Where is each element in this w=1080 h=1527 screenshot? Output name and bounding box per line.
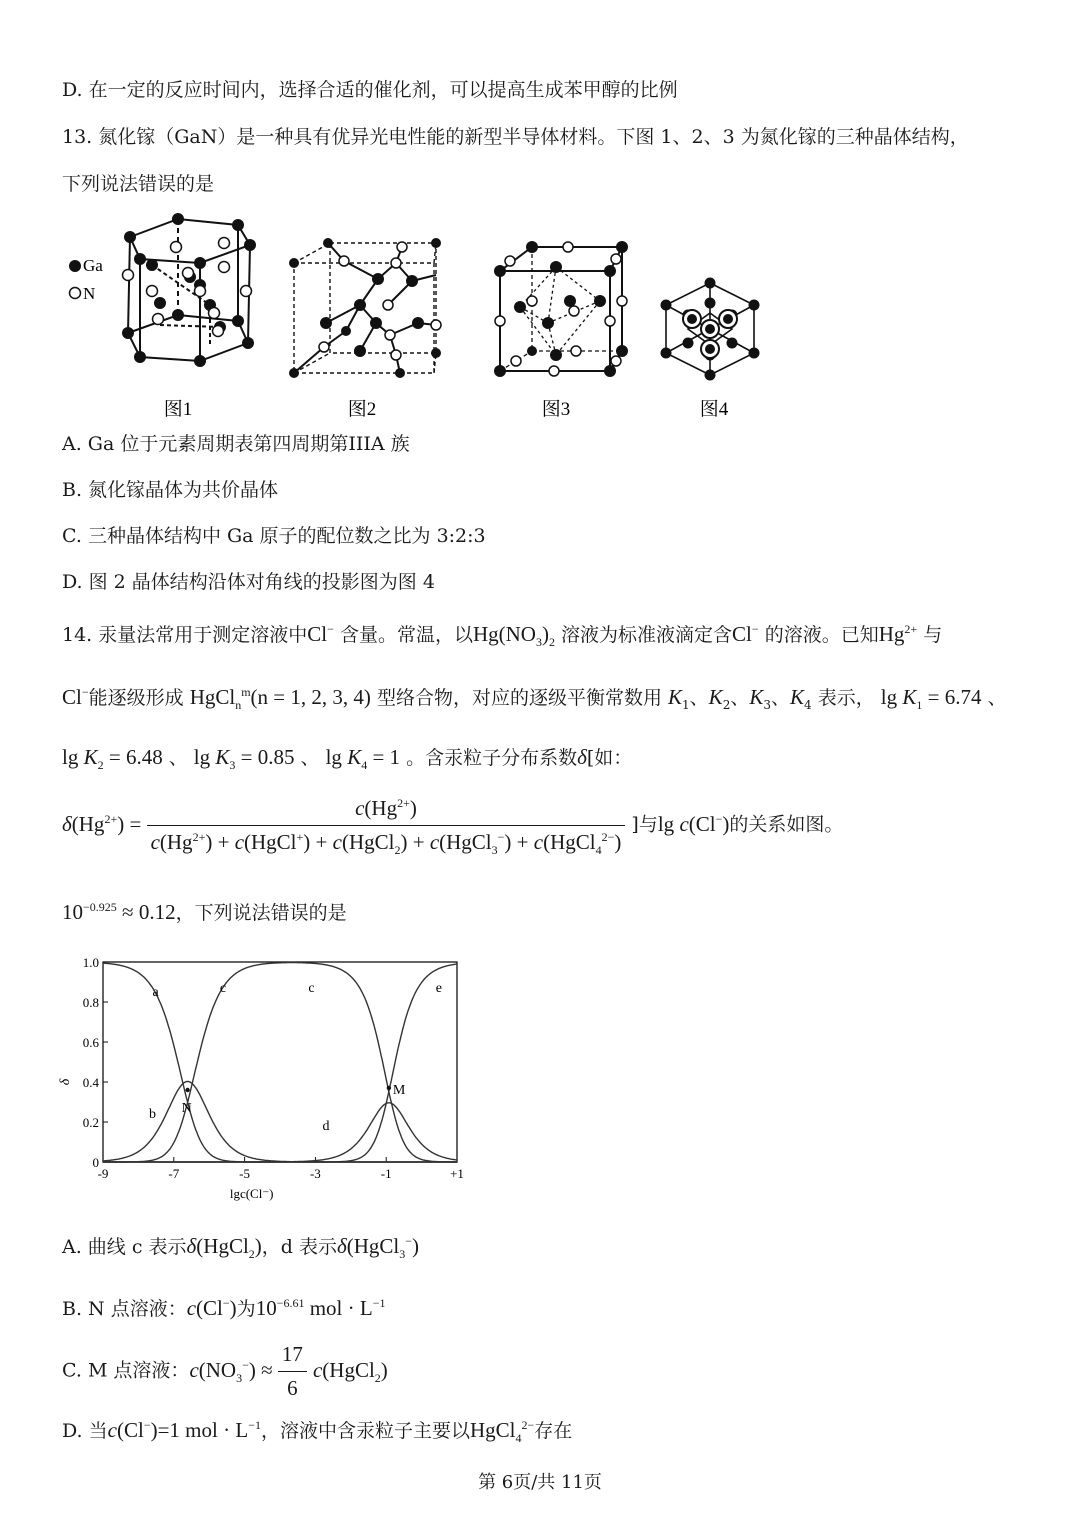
- curve-label: a: [152, 985, 159, 1000]
- y-tick-label: 0.4: [82, 1075, 99, 1090]
- y-tick-label: 0: [92, 1155, 99, 1170]
- legend-ga-label: Ga: [83, 256, 103, 275]
- x-axis-label: lgc(Cl⁻): [229, 1186, 274, 1201]
- y-tick-label: 0.2: [82, 1115, 99, 1130]
- crystal-figures: [60, 205, 780, 430]
- q14-option-d: D. 当c(Cl−)=1 mol · $L^{-1}$，溶液中含汞粒子主要以HgCl$_4^{2-}$存在: [62, 1418, 573, 1446]
- q14-stem-line5: $10^{-0.925} \approx 0.12$，下列说法错误的是: [62, 900, 347, 924]
- curve-label: c: [308, 981, 315, 996]
- n-legend-dot: [70, 288, 81, 299]
- q13-stem-line2: 下列说法错误的是: [62, 173, 215, 195]
- q13-option-b: B. 氮化镓晶体为共价晶体: [62, 479, 279, 501]
- curve-label: e: [435, 981, 442, 996]
- figure-label-1: 图1: [163, 399, 193, 420]
- q12-option-d: D. 在一定的反应时间内，选择合适的催化剂，可以提高生成苯甲醇的比例: [62, 79, 678, 101]
- q14-delta-formula: $\delta(Hg^{2+})$ = $\frac{c(Hg^{2+})}{c(Hg^{2+}) + c(HgCl^+) + c(HgCl_2) + c(HgCl_3^-) + c(HgCl_4^{2-})}$ ]与lg c(Cl−)的关系如图。: [62, 796, 844, 858]
- figure-3-atoms: [494, 241, 628, 377]
- page-footer: 第 6页/共 11页: [478, 1472, 602, 1493]
- q14-stem-line1: 14. 汞量法常用于测定溶液中Cl− 含量。常温，以$Hg(NO_3)_2$ 溶液为标准液滴定含Cl− 的溶液。已知$Hg^{2+}$ 与: [62, 622, 943, 650]
- curve-label: b: [149, 1107, 157, 1122]
- q13-option-c: C. 三种晶体结构中 Ga 原子的配位数之比为 3:2:3: [62, 525, 486, 547]
- y-tick-label: 1.0: [82, 955, 99, 970]
- ga-legend-dot: [69, 260, 81, 272]
- figure-label-3: 图3: [541, 399, 571, 420]
- curve-label: c: [219, 981, 227, 996]
- y-axis-label: δ: [58, 1078, 73, 1086]
- point-N-label: N: [181, 1101, 192, 1116]
- y-tick-label: 0.8: [82, 995, 99, 1010]
- q13-stem-line1: 13. 氮化镓（GaN）是一种具有优异光电性能的新型半导体材料。下图 1、2、3 为氮化镓的三种晶体结构，: [62, 126, 969, 148]
- q14-option-c: C. M 点溶液：$c(NO_3^-)$ ≈ $\frac{17}{6}$ c(HgCl$_2$): [62, 1342, 388, 1400]
- x-tick-label: -5: [239, 1166, 251, 1181]
- q14-stem-line3: $\lg K_2 = 6.48$ 、 $\lg K_3 = 0.85$ 、 $\lg K_4 = 1$ 。含汞粒子分布系数δ[如：: [62, 745, 633, 773]
- q13-option-a: A. Ga 位于元素周期表第四周期第IIIA 族: [62, 433, 410, 455]
- x-tick-label: -9: [97, 1166, 109, 1181]
- x-tick-label: -7: [168, 1166, 180, 1181]
- point-N-marker: [185, 1088, 189, 1092]
- q13-option-d: D. 图 2 晶体结构沿体对角线的投影图为图 4: [62, 571, 435, 593]
- curve-label: d: [322, 1119, 330, 1134]
- figure-label-4: 图4: [699, 399, 729, 420]
- x-tick-label: +1: [450, 1166, 464, 1181]
- legend-n-label: N: [83, 284, 96, 303]
- point-M-marker: [387, 1086, 391, 1090]
- q14-stem-line2: Cl−能逐级形成 HgCl$_n^m$(n = 1, 2, 3, 4) 型络合物，对应的逐级平衡常数用 $K_1$、$K_2$、$K_3$、$K_4$ 表示， $\lg K_1 = 6.74$ 、: [62, 685, 1007, 713]
- distribution-chart: [55, 948, 475, 1208]
- y-tick-label: 0.6: [82, 1035, 99, 1050]
- figure-label-2: 图2: [347, 399, 377, 420]
- x-tick-label: -1: [380, 1166, 392, 1181]
- q14-option-a: A. 曲线 c 表示δ(HgCl$_2$)，d 表示δ(HgCl$_3$−): [62, 1234, 420, 1262]
- point-M-label: M: [392, 1083, 406, 1098]
- x-tick-label: -3: [309, 1166, 321, 1181]
- q14-option-b: B. N 点溶液：c(Cl−)为$10^{-6.61}$ mol · $L^{-1}$: [62, 1296, 386, 1320]
